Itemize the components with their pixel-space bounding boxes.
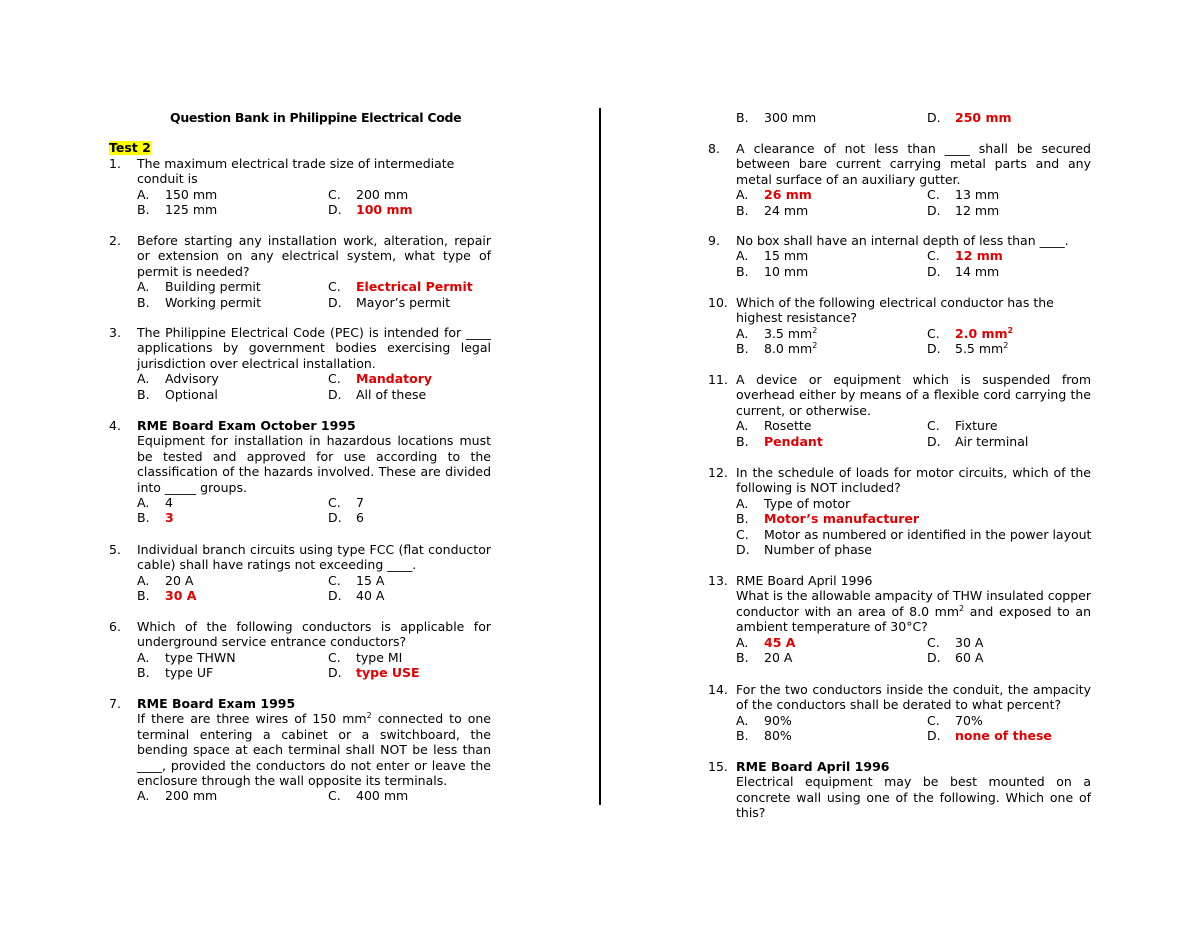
question-stem: Before starting any installation work, alteration, repair or extension on any electrical system, what type of permit is needed?: [137, 233, 491, 279]
question-number: 8.: [708, 141, 720, 156]
question-15: [708, 759, 1091, 821]
question-source: RME Board Exam 1995: [137, 696, 296, 711]
option-a: A. 26 mm: [736, 187, 812, 203]
option-d: D. 14 mm: [927, 263, 1000, 279]
question-number: 7.: [109, 696, 121, 711]
option-d: D. none of these: [927, 728, 1052, 744]
option-d: D. All of these: [328, 386, 427, 402]
question-14: [708, 682, 1091, 744]
question-10: [708, 295, 1091, 357]
option-d: D. 5.5 $mm^2$: [927, 341, 1009, 357]
option-b: B. 24 mm: [736, 202, 809, 218]
option-a: A. 150 mm: [137, 186, 218, 202]
question-stem: If there are three wires of 150 $mm^2$ connected to one terminal entering a cabinet or a switchboard, the bending space at each terminal shall NOT be less than ____, provided the conductors do not enter or leave the enclosure through the wall opposite its terminals.: [137, 711, 492, 789]
option-a: A. Rosette: [736, 418, 812, 434]
option-b: B. 80%: [736, 728, 792, 744]
option-c: C. 30 A: [927, 634, 984, 650]
option-b: B. Motor’s manufacturer: [736, 511, 920, 527]
question-number: 6.: [109, 619, 121, 634]
option-a: A. 200 mm: [137, 788, 218, 804]
document-title: Question Bank in Philippine Electrical Code: [170, 110, 462, 125]
option-c: C. 7: [328, 495, 364, 511]
option-c: C. Electrical Permit: [328, 279, 473, 295]
option-c: C. Fixture: [927, 418, 998, 434]
option-d: D. Mayor’s permit: [328, 294, 451, 310]
question-2: [109, 233, 491, 310]
option-a: A. 20 A: [137, 572, 194, 588]
option-a: A. Advisory: [137, 371, 219, 387]
option-c: C. type MI: [328, 649, 403, 665]
question-stem: Electrical equipment may be best mounted on a concrete wall using one of the following. Which one of this?: [736, 774, 1091, 821]
question-number: 9.: [708, 233, 720, 248]
question-number: 3.: [109, 325, 121, 340]
question-stem: What is the allowable ampacity of THW insulated copper conductor with an area of 8.0 $mm^2$ and exposed to an ambient temperature of 30°C?: [736, 588, 1091, 635]
question-13: [708, 573, 1091, 665]
question-3: [109, 325, 491, 402]
question-source: RME Board April 1996: [736, 573, 873, 588]
question-stem: The maximum electrical trade size of intermediate conduit is: [137, 156, 455, 187]
option-a: A. 45 A: [736, 634, 796, 650]
test-label: Test 2: [109, 140, 151, 155]
option-b: B. type UF: [137, 665, 214, 681]
question-stem: Equipment for installation in hazardous locations must be tested and approved for use according to the classification of the hazards involved. These are divided into _____ groups.: [137, 433, 491, 495]
question-7-continued: [708, 110, 1091, 125]
option-c: C. 2.0 $mm^2$: [927, 325, 1014, 341]
option-b: B. 8.0 $mm^2$: [736, 341, 818, 357]
option-c: C. 70%: [927, 712, 983, 728]
option-c: C. Motor as numbered or identified in the power layout: [736, 526, 1092, 542]
option-b: B. 300 mm: [736, 110, 817, 125]
option-a: A. 4: [137, 495, 173, 511]
option-c: C. 400 mm: [328, 788, 409, 804]
column-divider: [599, 108, 601, 805]
option-d: D. 250 mm: [927, 110, 1012, 125]
question-stem: In the schedule of loads for motor circuits, which of the following is NOT included?: [736, 465, 1091, 496]
question-source: RME Board Exam October 1995: [137, 418, 356, 433]
question-number: 2.: [109, 233, 121, 248]
option-b: B. 10 mm: [736, 263, 809, 279]
option-b: B. Optional: [137, 386, 218, 402]
option-d: D. Air terminal: [927, 433, 1029, 449]
option-a: A. 15 mm: [736, 248, 809, 264]
question-stem: The Philippine Electrical Code (PEC) is intended for ____ applications by government bodies exercising legal jurisdiction over electrical installation.: [137, 325, 491, 371]
option-c: C. 12 mm: [927, 248, 1003, 264]
question-number: 14.: [708, 682, 728, 697]
question-source: RME Board April 1996: [736, 759, 890, 774]
question-8: [708, 141, 1091, 218]
option-d: D. 100 mm: [328, 202, 413, 218]
question-number: 10.: [708, 295, 728, 310]
question-stem: Which of the following electrical conductor has the highest resistance?: [736, 295, 1054, 326]
option-b: B. 125 mm: [137, 202, 218, 218]
option-a: A. Building permit: [137, 279, 261, 295]
question-4: [109, 418, 491, 526]
question-11: [708, 372, 1091, 449]
option-b: B. 30 A: [137, 588, 197, 604]
question-5: [109, 542, 491, 604]
option-d: D. 40 A: [328, 588, 385, 604]
option-d: D. Number of phase: [736, 542, 872, 558]
option-a: A. type THWN: [137, 649, 236, 665]
question-number: 13.: [708, 573, 728, 588]
question-stem: Which of the following conductors is applicable for underground service entrance conductors?: [137, 619, 491, 650]
option-a: A. 3.5 $mm^2$: [736, 325, 818, 341]
question-number: 12.: [708, 465, 728, 480]
option-b: B. 3: [137, 510, 174, 526]
option-a: A. Type of motor: [736, 495, 851, 511]
option-c: C. 13 mm: [927, 187, 1000, 203]
option-d: D. type USE: [328, 665, 420, 681]
option-c: C. 200 mm: [328, 186, 409, 202]
option-b: B. Working permit: [137, 294, 262, 310]
question-9: [708, 233, 1091, 279]
question-number: 11.: [708, 372, 728, 387]
question-1: [109, 156, 491, 218]
question-6: [109, 619, 491, 681]
question-stem: No box shall have an internal depth of less than ____.: [736, 233, 1069, 248]
option-d: D. 12 mm: [927, 202, 1000, 218]
option-d: D. 6: [328, 510, 364, 526]
question-number: 1.: [109, 156, 121, 171]
question-7: [109, 696, 491, 804]
question-stem: Individual branch circuits using type FCC (flat conductor cable) shall have ratings not exceeding ____.: [137, 542, 491, 573]
question-stem: A device or equipment which is suspended from overhead either by means of a flexible cord carrying the current, or otherwise.: [736, 372, 1091, 418]
question-stem: A clearance of not less than ____ shall be secured between bare current carrying metal parts and any metal surface of an auxiliary gutter.: [736, 141, 1091, 187]
question-stem: For the two conductors inside the conduit, the ampacity of the conductors shall be derated to what percent?: [736, 682, 1091, 713]
option-c: C. 15 A: [328, 572, 385, 588]
question-number: 15.: [708, 759, 728, 774]
question-12: [708, 465, 1091, 557]
option-d: D. 60 A: [927, 650, 984, 666]
option-b: B. 20 A: [736, 650, 793, 666]
option-c: C. Mandatory: [328, 371, 433, 387]
option-b: B. Pendant: [736, 433, 823, 449]
option-a: A. 90%: [736, 712, 792, 728]
question-number: 4.: [109, 418, 121, 433]
question-number: 5.: [109, 542, 121, 557]
